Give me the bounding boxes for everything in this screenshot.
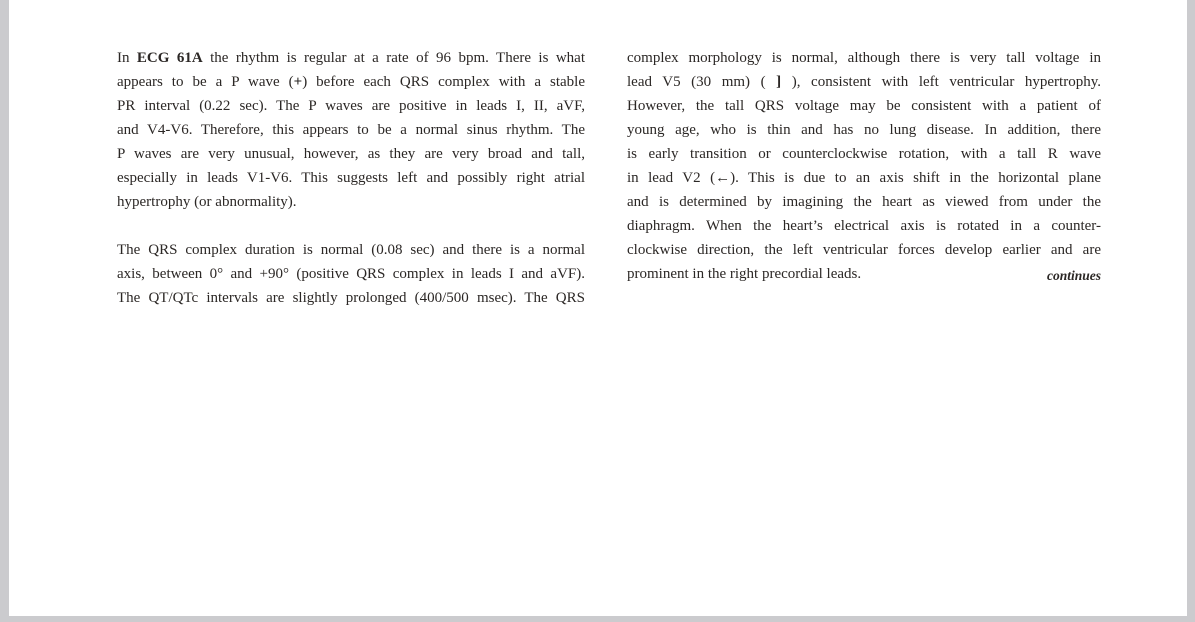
paragraph (117, 46, 585, 214)
text-line (627, 118, 1101, 142)
text-column-left (117, 46, 585, 310)
bold-text-segment: + (293, 74, 303, 90)
text-line (627, 70, 1101, 94)
text-line (627, 166, 1101, 190)
text-segment: complex morphology is normal, although there is very tall voltage in (627, 50, 1101, 66)
text-segment: prominent in the right precordial leads. (627, 266, 862, 282)
text-segment: ) before each QRS complex with a stable (302, 74, 585, 90)
continues-label: continues (1046, 268, 1101, 283)
text-segment: especially in leads V1-V6. This suggests left and possibly right atrial (117, 170, 585, 186)
paragraph (117, 238, 585, 310)
text-line (627, 238, 1101, 262)
book-page (9, 0, 1187, 616)
text-segment: PR interval (0.22 sec). The P waves are positive in leads I, II, aVF, (117, 98, 585, 114)
text-line (117, 262, 585, 286)
bold-text-segment: ECG 61A (136, 50, 203, 66)
text-segment: the rhythm is regular at a rate of 96 bpm. There is what (202, 50, 586, 66)
text-segment: clockwise direction, the left ventricular forces develop earlier and are (627, 242, 1101, 258)
text-segment: axis, between 0° and +90° (positive QRS complex in leads I and aVF). (117, 266, 585, 282)
text-segment: The QRS complex duration is normal (0.08 sec) and there is a normal (117, 242, 585, 258)
text-line (117, 238, 585, 262)
text-column-right (627, 46, 1101, 286)
text-line (627, 142, 1101, 166)
text-line (117, 118, 585, 142)
text-segment: and V4-V6. Therefore, this appears to be a normal sinus rhythm. The (117, 122, 585, 138)
text-segment: lead V5 (30 mm) ( (627, 74, 777, 90)
text-segment: diaphragm. When the heart’s electrical axis is rotated in a counter- (627, 218, 1101, 234)
text-segment: P waves are very unusual, however, as they are very broad and tall, (117, 146, 585, 162)
text-line (627, 94, 1101, 118)
text-line (117, 46, 585, 70)
text-line (117, 142, 585, 166)
text-line (627, 214, 1101, 238)
text-line (117, 70, 585, 94)
text-segment: ), consistent with left ventricular hypertrophy. (781, 74, 1101, 90)
bold-text-segment: ← (715, 170, 731, 186)
text-line (117, 166, 585, 190)
text-segment: young age, who is thin and has no lung disease. In addition, there (627, 122, 1101, 138)
text-segment: and is determined by imagining the heart as viewed from under the (627, 194, 1101, 210)
bold-text-segment: ] (776, 74, 782, 90)
text-line (117, 94, 585, 118)
text-segment: is early transition or counterclockwise rotation, with a tall R wave (627, 146, 1101, 162)
text-segment: However, the tall QRS voltage may be consistent with a patient of (627, 98, 1101, 114)
text-segment: In (117, 50, 137, 66)
text-segment: hypertrophy (or abnormality). (117, 194, 297, 210)
text-segment: The QT/QTc intervals are slightly prolonged (400/500 msec). The QRS (117, 290, 585, 306)
text-line (627, 262, 1101, 286)
text-line (627, 190, 1101, 214)
text-line (117, 286, 585, 310)
text-segment: appears to be a P wave ( (117, 74, 294, 90)
paragraph (627, 46, 1101, 286)
text-line (117, 190, 585, 214)
text-segment: ). This is due to an axis shift in the horizontal plane (730, 170, 1101, 186)
text-segment: in lead V2 ( (627, 170, 716, 186)
text-line (627, 46, 1101, 70)
